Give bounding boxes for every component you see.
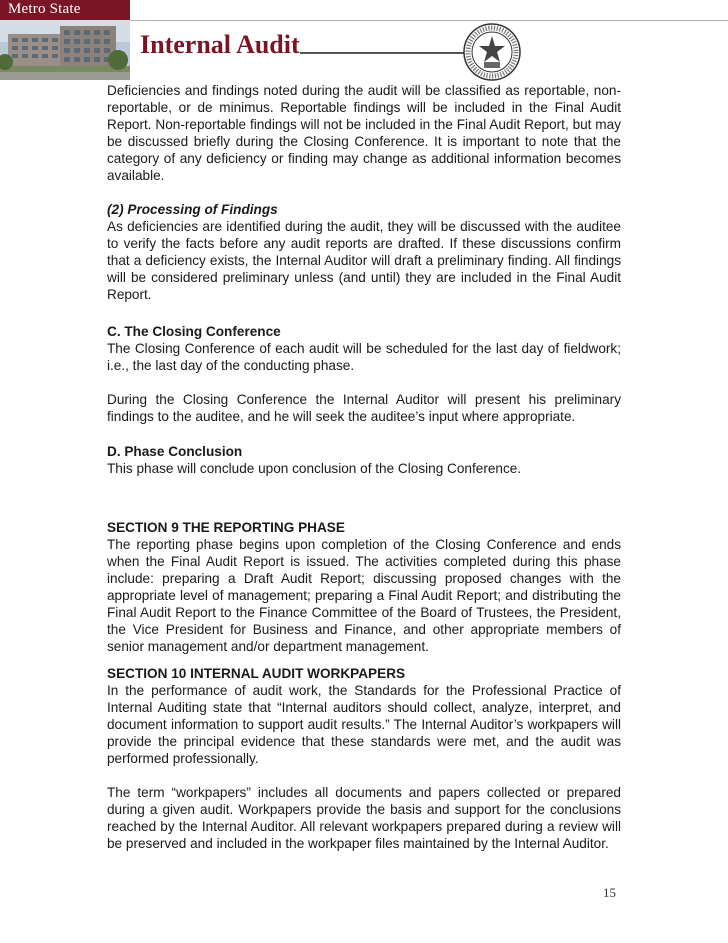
header-rule: [300, 52, 465, 54]
heading-phase-conclusion: D. Phase Conclusion: [107, 444, 243, 459]
page-header: [0, 0, 728, 82]
paragraph-processing: As deficiencies are identified during the audit, they will be discussed with the auditee to verify the facts before any audit reports are drafted. If these discussions confirm that a deficiency exists, the Internal Auditor will draft a preliminary finding. All findings will be considered preliminary unless (and until) they are included in the Final Audit Report.: [107, 219, 621, 302]
college-seal-icon: [462, 22, 522, 82]
paragraph-closing-2: During the Closing Conference the Internal Auditor will present his preliminary findings to the auditee, and he will seek the auditee’s input where appropriate.: [107, 392, 621, 424]
brand-bar: [0, 0, 130, 20]
heading-section-9: SECTION 9 THE REPORTING PHASE: [107, 520, 345, 535]
paragraph-section-10-2: The term “workpapers” includes all documents and papers collected or prepared during a given audit. Workpapers provide the basis and support for the conclusions reached by the Internal Auditor. All relevant workpapers prepared during a review will be preserved and included in the workpaper files maintained by the Internal Auditor.: [107, 785, 621, 851]
brand-name: Metro State: [8, 1, 81, 17]
paragraph-closing-1: The Closing Conference of each audit will be scheduled for the last day of fieldwork; i.e., the last day of the conducting phase.: [107, 341, 621, 373]
header-title: Internal Audit: [140, 30, 300, 59]
campus-building-image: [0, 20, 130, 80]
page-number: 15: [603, 885, 616, 900]
heading-section-10: SECTION 10 INTERNAL AUDIT WORKPAPERS: [107, 666, 406, 681]
paragraph-section-9: The reporting phase begins upon completion of the Closing Conference and ends when the Final Audit Report is issued. The activities completed during this phase include: preparing a Draft Audit Report; discussing proposed changes with the appropriate level of management; preparing a Final Audit Report; and distributing the Final Audit Report to the Finance Committee of the Board of Trustees, the President, the Vice President for Business and Finance, and other appropriate members of senior management and/or department management.: [107, 537, 621, 654]
paragraph-section-10-1: In the performance of audit work, the Standards for the Professional Practice of Internal Auditing state that “Internal auditors should collect, analyze, interpret, and document information to support audit results.” The Internal Auditor’s workpapers will provide the principal evidence that these standards were met, and the audit was performed professionally.: [107, 683, 621, 766]
document-body: [107, 82, 621, 852]
heading-closing-conference: C. The Closing Conference: [107, 324, 281, 339]
paragraph-classification: Deficiencies and findings noted during the audit will be classified as reportable, non-reportable, or de minimus. Reportable findings will be included in the Final Audit Report. Non-reportable findings will not be included in the Final Audit Report, but may be discussed briefly during the Closing Conference. It is important to note that the category of any deficiency or finding may change as additional information becomes available.: [107, 83, 621, 183]
heading-processing-findings: (2) Processing of Findings: [107, 202, 278, 217]
header-stripe: [130, 0, 728, 21]
paragraph-phase-conclusion: This phase will conclude upon conclusion of the Closing Conference.: [107, 461, 522, 476]
